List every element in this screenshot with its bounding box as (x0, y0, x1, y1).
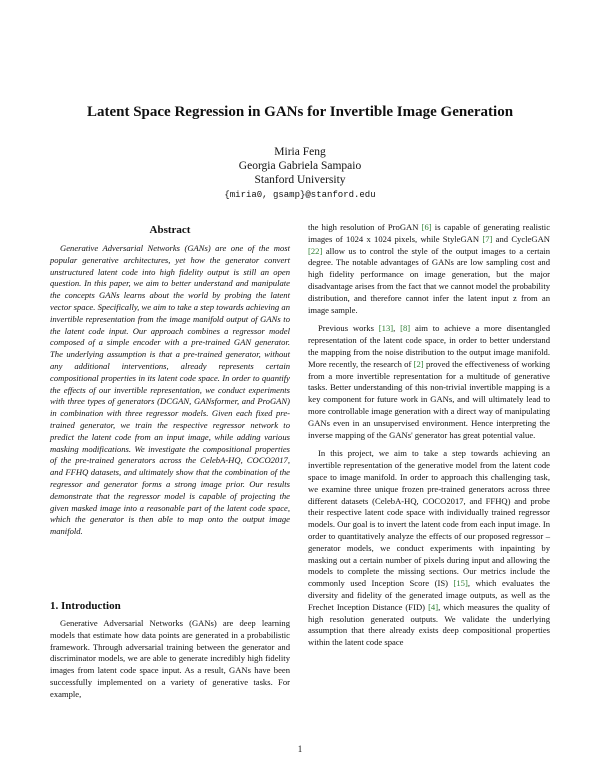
author-name-1: Miria Feng (274, 146, 326, 158)
citation-link[interactable]: [22] (308, 245, 323, 256)
citation-link[interactable]: [13] (378, 323, 394, 334)
text: In this project, we aim to take a step towards achieving an invertible representation of the generative model from the latent code space to image manifold. In order to approach this challenging task, we examine three unique frozen pre-trained generators across three different datasets (CelebA-HQ, COCO2017, and FFHQ) and probe their respective latent code space with individually trained regressor models. Our goal is to invert the latent code from each input image. In order to quantitatively analyze the effects of our proposed regressor – generator models, we conduct experiments with inpainting by masking out a certain number of pixels during input and allowing the models to complete the missing sections. Our metrics include the commonly used Inception Score (IS) (308, 448, 550, 589)
text: allow us to control the style of the output images to a certain degree. The notable advantages of GANs are low sampling cost and high fidelity performance on image generation, but the major disadvantage arises from the fact that we cannot model the probability distribution, and therefore cannot infer the latent input z from an image sample. (308, 245, 550, 315)
author-email: {miria0, gsamp}@stanford.edu (224, 190, 376, 200)
citation-link[interactable]: [4] (428, 601, 439, 612)
citation-link[interactable]: [2] (413, 358, 424, 369)
page-number: 1 (297, 744, 303, 754)
introduction-paragraph: Generative Adversarial Networks (GANs) are deep learning models that estimate how data points are generated in a probabilistic framework. Through adversarial training between the generator and discriminator models, we are able to generate incredibly high fidelity images from latent code space input. As a result, GANs have been successfully implemented on a variety of generative tasks. For example, (50, 618, 290, 699)
citation-link[interactable]: [8] (400, 323, 411, 334)
text: , which evaluates the diversity and fidelity of the generated image outputs, as well as the Frechet Inception Distance (FID) (308, 578, 550, 612)
citation-link[interactable]: [6] (421, 222, 432, 232)
right-column (308, 222, 550, 656)
author-affiliation: Stanford University (254, 174, 346, 186)
abstract-body: Generative Adversarial Networks (GANs) are one of the most popular generative architectures, yet how the generator convert unstructured latent code into high fidelity output is still an open question. In this paper, we aim to better understand and manipulate the concepts GANs learns about the world by probing the latent vector space. Specifically, we aim to take a step towards achieving an invertible representation from the image manifold output of GANs to the latent code input. Our approach combines a regressor model composed of a simple encoder with a pre-trained GAN generator. The underlying assumption is that a pre-trained generator, without any additional interventions, already represents certain compositional properties in its latent code space. In order to quantify the effects of our invertible representation, we conduct experiments with three types of generators (DCGAN, GANsformer, and ProGAN) in combination with three regressor models. Given each fixed pre-trained generator, we train the respective regressor network to predict the latent code from an input image, while adding various masking modifications. We investigate the compositional properties of the pre-trained generators across the CelebA-HQ, COCO2017, and FFHQ datasets, and ultimately show that the combination of the regressor and generator forms a strong image prior. Our results demonstrate that the regressor model is capable of projecting the given masked image into a reasonable part of the latent code space, which the generator is then able to map onto the output image manifold. (50, 243, 290, 537)
citation-link[interactable]: [7] (482, 233, 493, 244)
text: aim to achieve a more disentangled representation of the latent code space, in order to better understand the mapping from the noise distribution to the output image manifold. More recently, the research of (308, 323, 551, 369)
text: is capable of generating realistic images of 1024 x 1024 pixels, while StyleGAN (308, 222, 551, 244)
text: , which measures the quality of high resolution generated outputs. We validate the underlying assumption that there already exists deep compositional properties within the latent code space (308, 601, 550, 648)
text: , (393, 323, 401, 334)
paper-title: Latent Space Regression in GANs for Invertible Image Generation (86, 104, 514, 120)
text: proved the effectiveness of working from a more invertible representation for a multitude of generative tasks. Better understanding of this non-trivial invertible mapping is a key component for future work in GANs, and will ultimately lead to more controllable image generation with a direct way of manipulating GANs even in an unsupervised environment. Hence interpreting the inverse mapping of the GANs' generator has great potential value. (308, 358, 551, 440)
text: and CycleGAN (492, 233, 550, 244)
author-name-2: Georgia Gabriela Sampaio (238, 160, 362, 172)
section-heading-introduction: 1. Introduction (50, 600, 121, 612)
text: Previous works (318, 323, 379, 334)
paragraph-2 (308, 323, 550, 441)
abstract-heading: Abstract (149, 224, 191, 236)
paragraph-3 (308, 448, 550, 649)
paragraph-1 (308, 222, 550, 316)
citation-link[interactable]: [15] (453, 578, 468, 589)
text: the high resolution of ProGAN (308, 222, 422, 232)
